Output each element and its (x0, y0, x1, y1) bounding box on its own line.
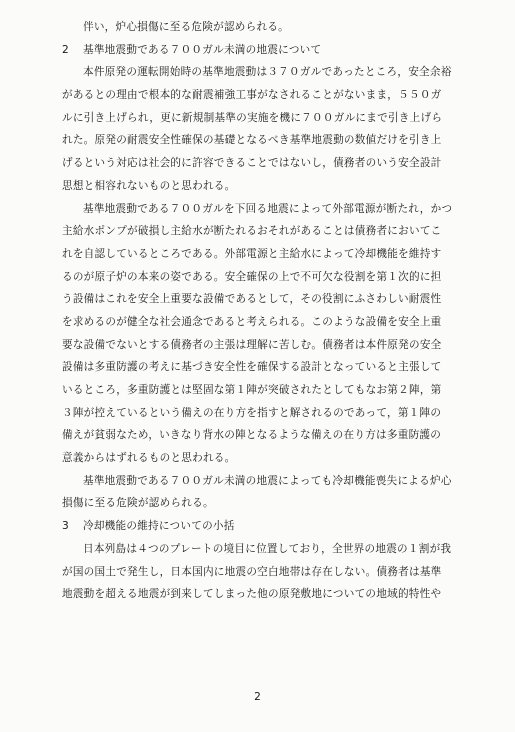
text-line: 基準地震動である７００ガルを下回る地震によって外部電源が断たれ，かつ (83, 202, 453, 215)
text-line: が国の国土で発生し，日本国内に地震の空白地帯は存在しない。債務者は基準 (62, 565, 442, 578)
text-line: 主給水ポンプが破損し主給水が断たれるおそれがあることは債務者においてこ (62, 225, 442, 238)
text-line: 意義からはずれるものと思われる。 (62, 452, 236, 465)
text-line: 損傷に至る危険が認められる。 (62, 497, 214, 510)
text-line: るのが原子炉の本来の姿である。安全確保の上で不可欠な役割を第１次的に担 (62, 270, 442, 283)
text-line: 基準地震動である７００ガル未満の地震によっても冷却機能喪失による炉心 (83, 474, 452, 487)
text-line: 要な設備でないとする債務者の主張は理解に苦しむ。債務者は本件原発の安全 (62, 338, 442, 351)
text-line: いるところ，多重防護とは堅固な第１陣が突破されたとしてもなお第２陣，第 (62, 384, 442, 396)
text-line: ３陣が控えているという備えの在り方を指すと解されるのであって，第１陣の (62, 406, 442, 419)
section-title: 基準地震動である７００ガル未満の地震について (83, 43, 322, 56)
text-line: う設備はこれを安全上重要な設備であるとして，その役割にふさわしい耐震性 (62, 293, 442, 306)
body-text (62, 16, 472, 606)
text-line: があるとの理由で根本的な耐震補強工事がなされることがないまま，５５０ガ (62, 89, 442, 102)
text-line: げるという対応は社会的に許容できることではないし，債務者のいう安全設計 (62, 157, 442, 170)
section-number: 2 (62, 43, 69, 56)
text-line: れを自認しているところである。外部電源と主給水によって冷却機能を維持す (62, 247, 442, 260)
text-line: 備えが貧弱なため，いきなり背水の陣となるような備えの在り方は多重防護の (62, 429, 442, 442)
text-line: 伴い，炉心損傷に至る危険が認められる。 (83, 21, 290, 33)
section-title: 冷却機能の維持についての小括 (83, 520, 235, 533)
section-number: 3 (62, 520, 69, 533)
text-line: 日本列島は４つのプレートの境目に位置しており，全世界の地震の１割が我 (83, 542, 452, 555)
text-line: れた。原発の耐震安全性確保の基礎となるべき基準地震動の数値だけを引き上 (62, 134, 442, 147)
section-heading (62, 515, 472, 538)
text-line: を求めるのが健全な社会通念であると考えられる。このような設備を安全上重 (62, 315, 442, 328)
text-line: ルに引き上げられ，更に新規制基準の実施を機に７００ガルにまで引き上げら (62, 111, 443, 124)
text-line: 本件原発の運転開始時の基準地震動は３７０ガルであったところ，安全余裕 (83, 66, 452, 79)
text-line: 地震動を超える地震が到来してしまった他の原発敷地についての地域的特性や (62, 588, 442, 601)
section-heading (62, 39, 472, 62)
text-line: 思想と相容れないものと思われる。 (62, 179, 236, 192)
page-number: 2 (254, 691, 261, 703)
text-line: 設備は多重防護の考えに基づき安全性を確保する設計となっていると主張して (62, 361, 442, 374)
